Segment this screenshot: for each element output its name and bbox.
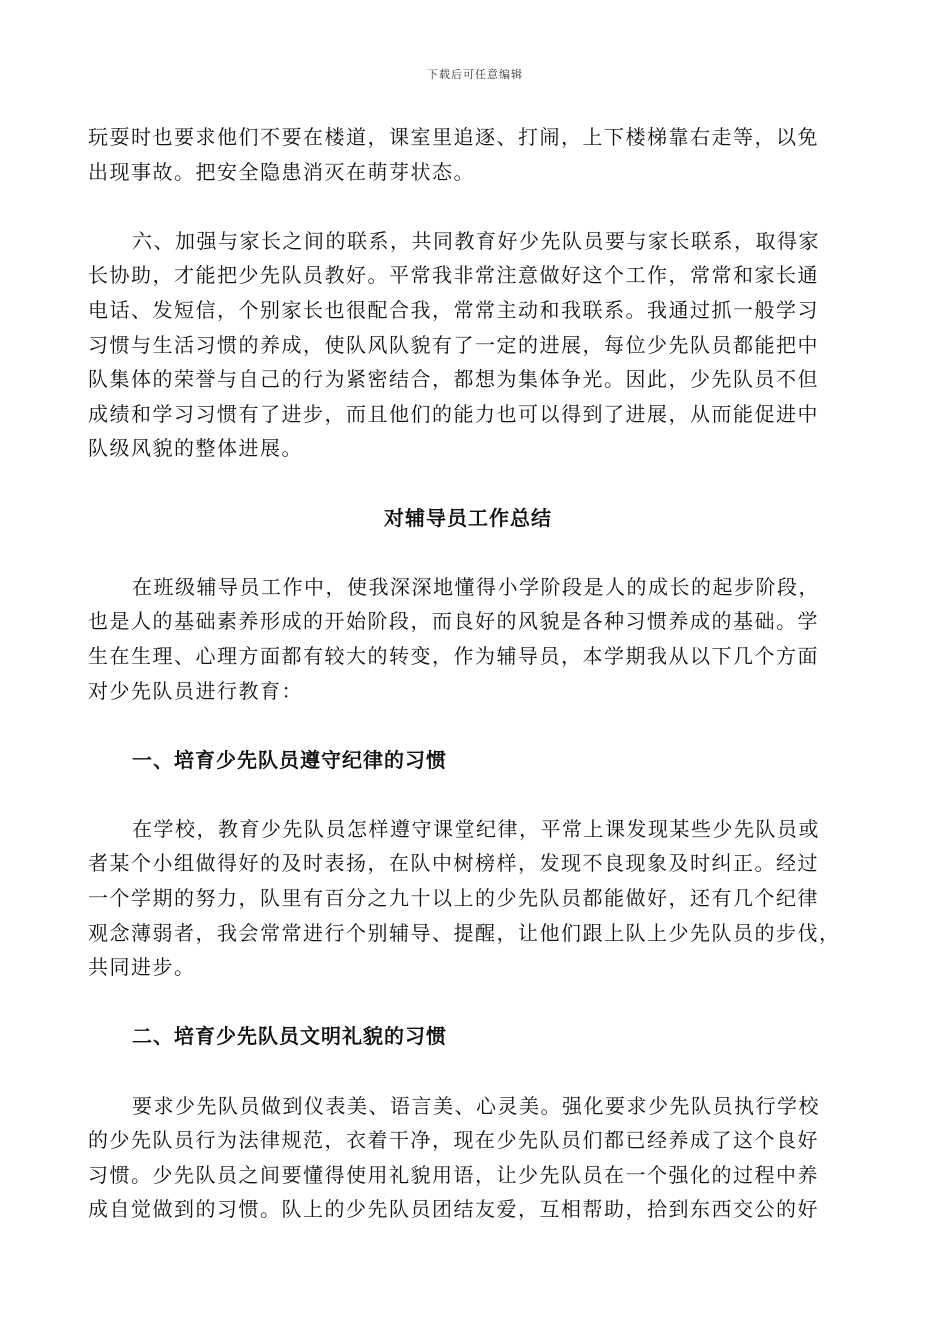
paragraph-line: 共同进步。 (88, 955, 196, 980)
paragraph-spacer (88, 535, 848, 570)
subheading: 二、培育少先队员文明礼貌的习惯 (132, 1024, 447, 1049)
paragraph-spacer (88, 985, 848, 1020)
paragraph-line: 玩耍时也要求他们不要在楼道，课室里追逐、打闹，上下楼梯靠右走等，以免 (88, 125, 819, 149)
paragraph-spacer (88, 466, 848, 501)
paragraph-line: 对少先队员进行教育： (88, 678, 303, 703)
paragraph-line: 习惯与生活习惯的养成，使队风队貌有了一定的进展，每位少先队员都能把中 (88, 332, 819, 357)
paragraph-line: 在班级辅导员工作中，使我深深地懂得小学阶段是人的成长的起步阶段， (132, 574, 820, 599)
paragraph-spacer (88, 1054, 848, 1089)
paragraph-line: 生在生理、心理方面都有较大的转变，作为辅导员，本学期我从以下几个方面 (88, 643, 819, 668)
paragraph-line: 出现事故。把安全隐患消灭在萌芽状态。 (88, 159, 475, 184)
subheading: 一、培育少先队员遵守纪律的习惯 (132, 747, 447, 772)
paragraph-line: 电话、发短信，个别家长也很配合我，常常主动和我联系。我通过抓一般学习 (88, 297, 819, 322)
paragraph-spacer (88, 708, 848, 743)
paragraph-line: 六、加强与家长之间的联系，共同教育好少先队员要与家长联系，取得家 (132, 228, 820, 253)
paragraph-spacer (88, 189, 848, 224)
paragraph-line: 一个学期的努力，队里有百分之九十以上的少先队员都能做好，还有几个纪律 (88, 886, 819, 911)
paragraph-line: 也是人的基础素养形成的开始阶段，而良好的风貌是各种习惯养成的基础。学 (88, 609, 819, 634)
paragraph-line: 长协助，才能把少先队员教好。平常我非常注意做好这个工作，常常和家长通 (88, 263, 819, 288)
paragraph-line: 队级风貌的整体进展。 (88, 436, 303, 461)
paragraph-line: 的少先队员行为法律规范，衣着干净，现在少先队员们都已经养成了这个良好 (88, 1128, 819, 1153)
document-body (88, 120, 848, 1227)
header-note: 下载后可任意编辑 (427, 68, 523, 81)
paragraph-line: 队集体的荣誉与自己的行为紧密结合，都想为集体争光。因此，少先队员不但 (88, 367, 819, 392)
paragraph-line: 要求少先队员做到仪表美、语言美、心灵美。强化要求少先队员执行学校 (132, 1093, 820, 1118)
paragraph-line: 成自觉做到的习惯。队上的少先队员团结友爱，互相帮助，拾到东西交公的好 (88, 1197, 819, 1222)
paragraph-line: 者某个小组做得好的及时表扬，在队中树榜样，发现不良现象及时纠正。经过 (88, 851, 819, 876)
paragraph-line: 在学校，教育少先队员怎样遵守课堂纪律，平常上课发现某些少先队员或 (132, 816, 820, 841)
paragraph-line: 成绩和学习习惯有了进步，而且他们的能力也可以得到了进展，从而能促进中 (88, 401, 819, 426)
section-title: 对辅导员工作总结 (384, 505, 552, 530)
paragraph-line: 习惯。少先队员之间要懂得使用礼貌用语，让少先队员在一个强化的过程中养 (88, 1162, 819, 1187)
paragraph-line: 观念薄弱者，我会常常进行个别辅导、提醒，让他们跟上队上少先队员的步伐， (88, 920, 841, 945)
paragraph-spacer (88, 777, 848, 812)
